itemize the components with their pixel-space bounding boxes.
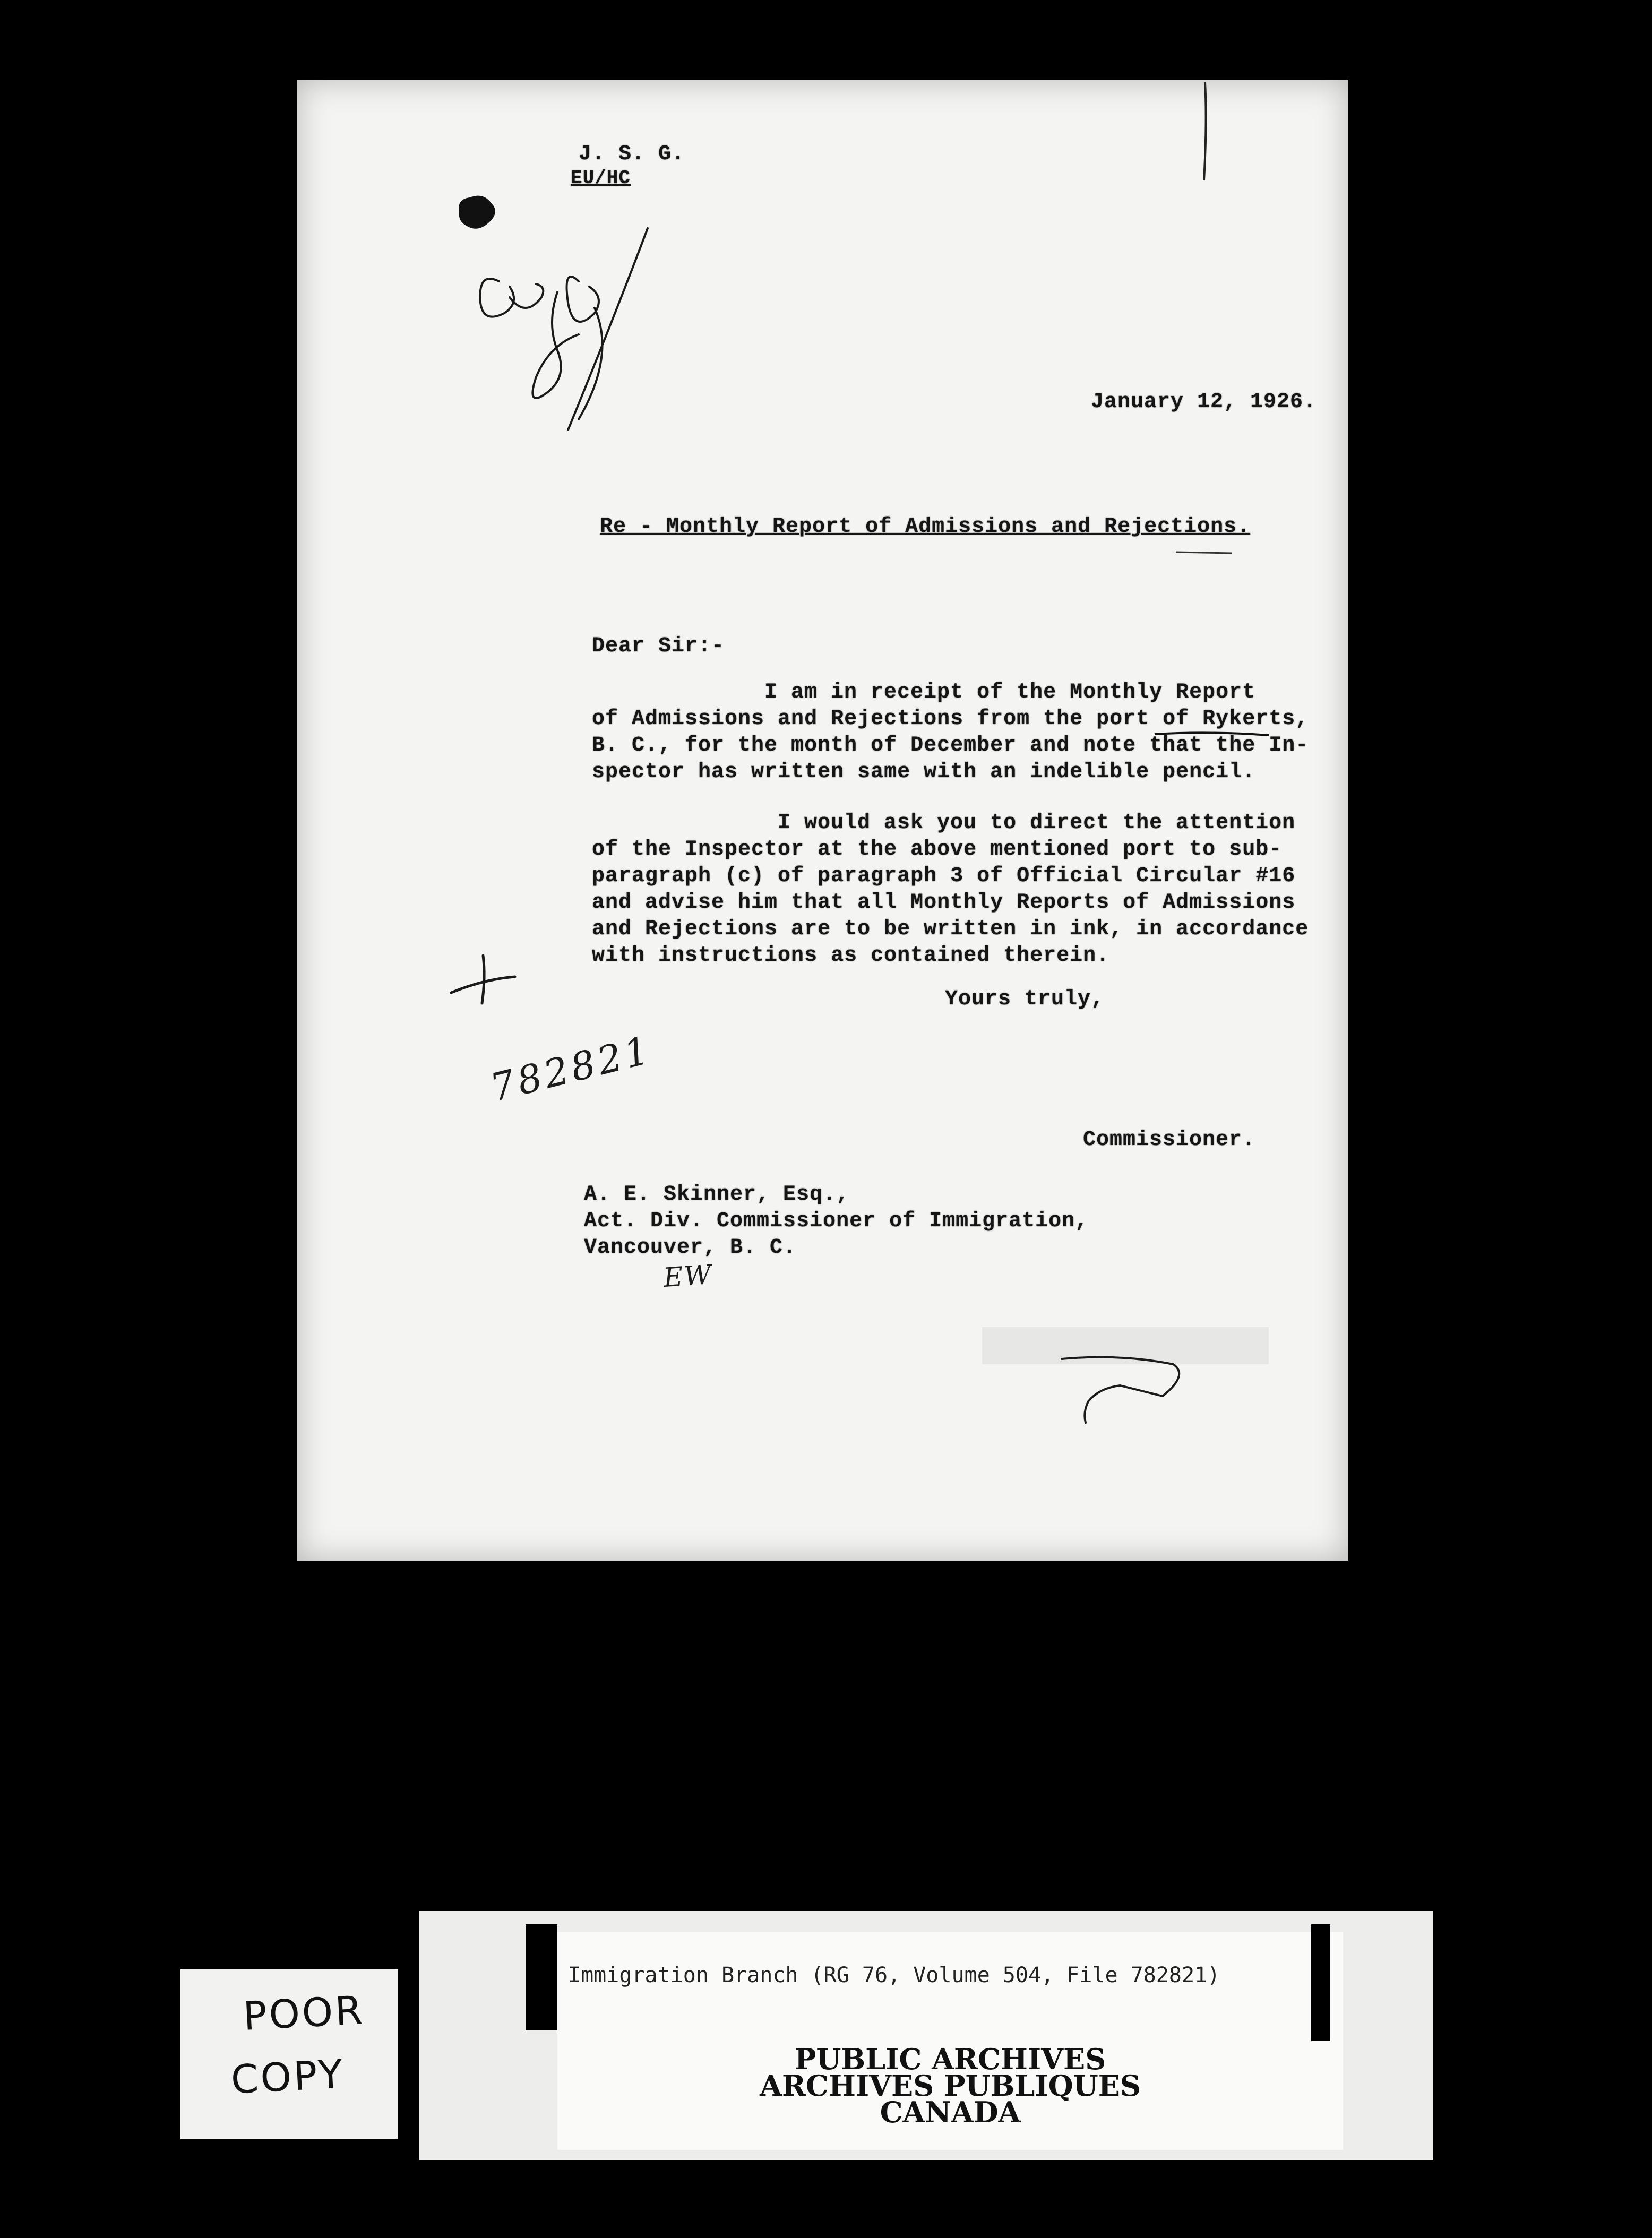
paragraph-2-line-3: paragraph (c) of paragraph 3 of Official Circular #16 — [592, 864, 1296, 888]
initials-line-1: J. S. G. — [579, 142, 685, 166]
underline-mark-port — [1152, 730, 1274, 741]
paragraph-1-line-4: spector has written same with an indelible pencil. — [592, 760, 1256, 784]
paragraph-2-line-2: of the Inspector at the above mentioned port to sub- — [592, 838, 1283, 862]
pencil-margin-line — [1200, 80, 1210, 186]
closing: Yours truly, — [945, 987, 1105, 1011]
initials-line-2: EU/HC — [571, 167, 631, 189]
handwritten-squiggle — [1056, 1343, 1216, 1439]
subject-line: Re - Monthly Report of Admissions and Rejections. — [600, 515, 1251, 539]
paragraph-2-line-6: with instructions as contained therein. — [592, 944, 1110, 968]
strip-bar-right — [1311, 1924, 1330, 2041]
strip-bar-left — [526, 1924, 557, 2030]
paragraph-1-line-1: I am in receipt of the Monthly Report — [764, 681, 1256, 704]
handwritten-file-number: 782821 — [486, 1027, 657, 1111]
poor-copy-line-1: POOR — [242, 1987, 366, 2039]
poor-copy-line-2: COPY — [229, 2051, 346, 2103]
pencil-dash — [1173, 547, 1237, 557]
paragraph-1-line-2: of Admissions and Rejections from the port of Rykerts, — [592, 707, 1309, 731]
archive-citation: Immigration Branch (RG 76, Volume 504, File 782821) — [568, 1963, 1220, 1987]
handwritten-cross-mark — [446, 950, 520, 1014]
handwritten-approval-scribble — [457, 218, 658, 441]
letter-page — [297, 80, 1348, 1561]
salutation: Dear Sir:- — [592, 634, 725, 658]
paragraph-2-line-4: and advise him that all Monthly Reports of Admissions — [592, 891, 1296, 915]
poor-copy-card — [180, 1969, 398, 2139]
handwritten-initials: EW — [662, 1259, 713, 1294]
archives-line-2: ARCHIVES PUBLIQUES — [760, 2069, 1141, 2103]
letter-date: January 12, 1926. — [1091, 390, 1317, 414]
addressee-line-3: Vancouver, B. C. — [584, 1236, 797, 1260]
signature-title: Commissioner. — [1083, 1128, 1256, 1152]
paragraph-2-line-5: and Rejections are to be written in ink, in accordance — [592, 917, 1309, 941]
paragraph-2-line-1: I would ask you to direct the attention — [778, 811, 1296, 835]
archives-line-1: PUBLIC ARCHIVES — [794, 2042, 1106, 2076]
archives-line-3: CANADA — [880, 2095, 1021, 2129]
addressee-line-2: Act. Div. Commissioner of Immigration, — [584, 1209, 1089, 1233]
addressee-line-1: A. E. Skinner, Esq., — [584, 1183, 850, 1207]
paragraph-1-line-3: B. C., for the month of December and note that the In- — [592, 734, 1309, 758]
